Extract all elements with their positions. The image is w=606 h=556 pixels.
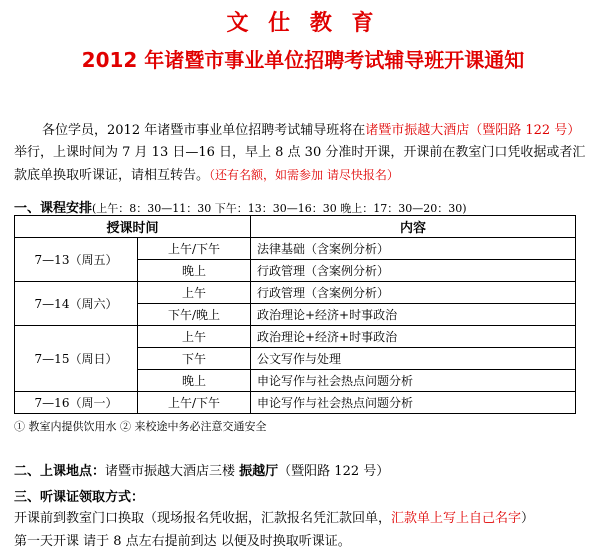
slot-cell: 上午/下午	[138, 392, 251, 414]
table-row	[15, 238, 576, 260]
pickup-text: 开课前到教室门口换取（现场报名凭收据，汇款报名凭汇款回单，	[14, 511, 392, 526]
intro-venue: 诸暨市振越大酒店（暨阳路 122 号）	[365, 123, 581, 138]
pickup-highlight: 汇款单上写上自己名字	[391, 511, 522, 526]
content-cell: 政治理论+经济+时事政治	[251, 304, 576, 326]
location-address: （暨阳路 122 号）	[278, 464, 390, 479]
slot-cell: 下午	[138, 348, 251, 370]
slot-cell: 上午	[138, 282, 251, 304]
slot-cell: 上午	[138, 326, 251, 348]
notes-line: ① 教室内提供饮用水 ② 来校途中务必注意交通安全	[14, 420, 267, 433]
header-time: 授课时间	[15, 216, 251, 238]
content-cell: 行政管理（含案例分析）	[251, 282, 576, 304]
section1-heading: 一、课程安排	[14, 201, 93, 216]
schedule-table	[14, 215, 576, 414]
slot-cell: 下午/晚上	[138, 304, 251, 326]
intro-text-2: 举行，上课时间为 7 月 13 日—16 日，早上 8 点 30 分准时开课，开课前在教室门口凭收据或者汇款底单换取听课证，请相互转告。	[14, 145, 586, 183]
section-course-schedule	[14, 197, 467, 216]
location-text: 诸暨市振越大酒店三楼	[105, 464, 240, 479]
section3-line2: 第一天开课 请于 8 点左右提前到达 以便及时换取听课证。	[14, 534, 351, 549]
content-cell: 申论写作与社会热点问题分析	[251, 392, 576, 414]
org-title: 文 仕 教 育	[226, 11, 380, 36]
pickup-end: ）	[521, 511, 535, 526]
content-cell: 申论写作与社会热点问题分析	[251, 370, 576, 392]
slot-cell: 晚上	[138, 260, 251, 282]
content-cell: 政治理论+经济+时事政治	[251, 326, 576, 348]
date-cell: 7—13（周五）	[15, 238, 138, 282]
section-location	[14, 460, 389, 479]
content-cell: 行政管理（含案例分析）	[251, 260, 576, 282]
date-cell: 7—16（周一）	[15, 392, 138, 414]
intro-highlight: （还有名额，如需参加 请尽快报名）	[209, 168, 399, 182]
slot-cell: 晚上	[138, 370, 251, 392]
table-row	[15, 392, 576, 414]
notice-title: 2012 年诸暨市事业单位招聘考试辅导班开课通知	[81, 48, 525, 72]
section2-heading: 二、上课地点：	[14, 464, 106, 479]
content-cell: 法律基础（含案例分析）	[251, 238, 576, 260]
date-cell: 7—15（周日）	[15, 326, 138, 392]
table-row	[15, 282, 576, 304]
location-hall: 振越厅	[239, 464, 279, 479]
intro-text-1: 各位学员，2012 年诸暨市事业单位招聘考试辅导班将在	[42, 123, 366, 138]
section3-heading: 三、听课证领取方式：	[14, 490, 145, 505]
table-header-row	[15, 216, 576, 238]
header-content: 内容	[251, 216, 576, 238]
intro-paragraph	[14, 120, 592, 187]
content-cell: 公文写作与处理	[251, 348, 576, 370]
date-cell: 7—14（周六）	[15, 282, 138, 326]
section1-times: (上午：8：30—11：30 下午：13：30—16：30 晚上：17：30—20：30)	[92, 202, 467, 215]
section3-line1	[14, 507, 534, 526]
table-row	[15, 326, 576, 348]
slot-cell: 上午/下午	[138, 238, 251, 260]
